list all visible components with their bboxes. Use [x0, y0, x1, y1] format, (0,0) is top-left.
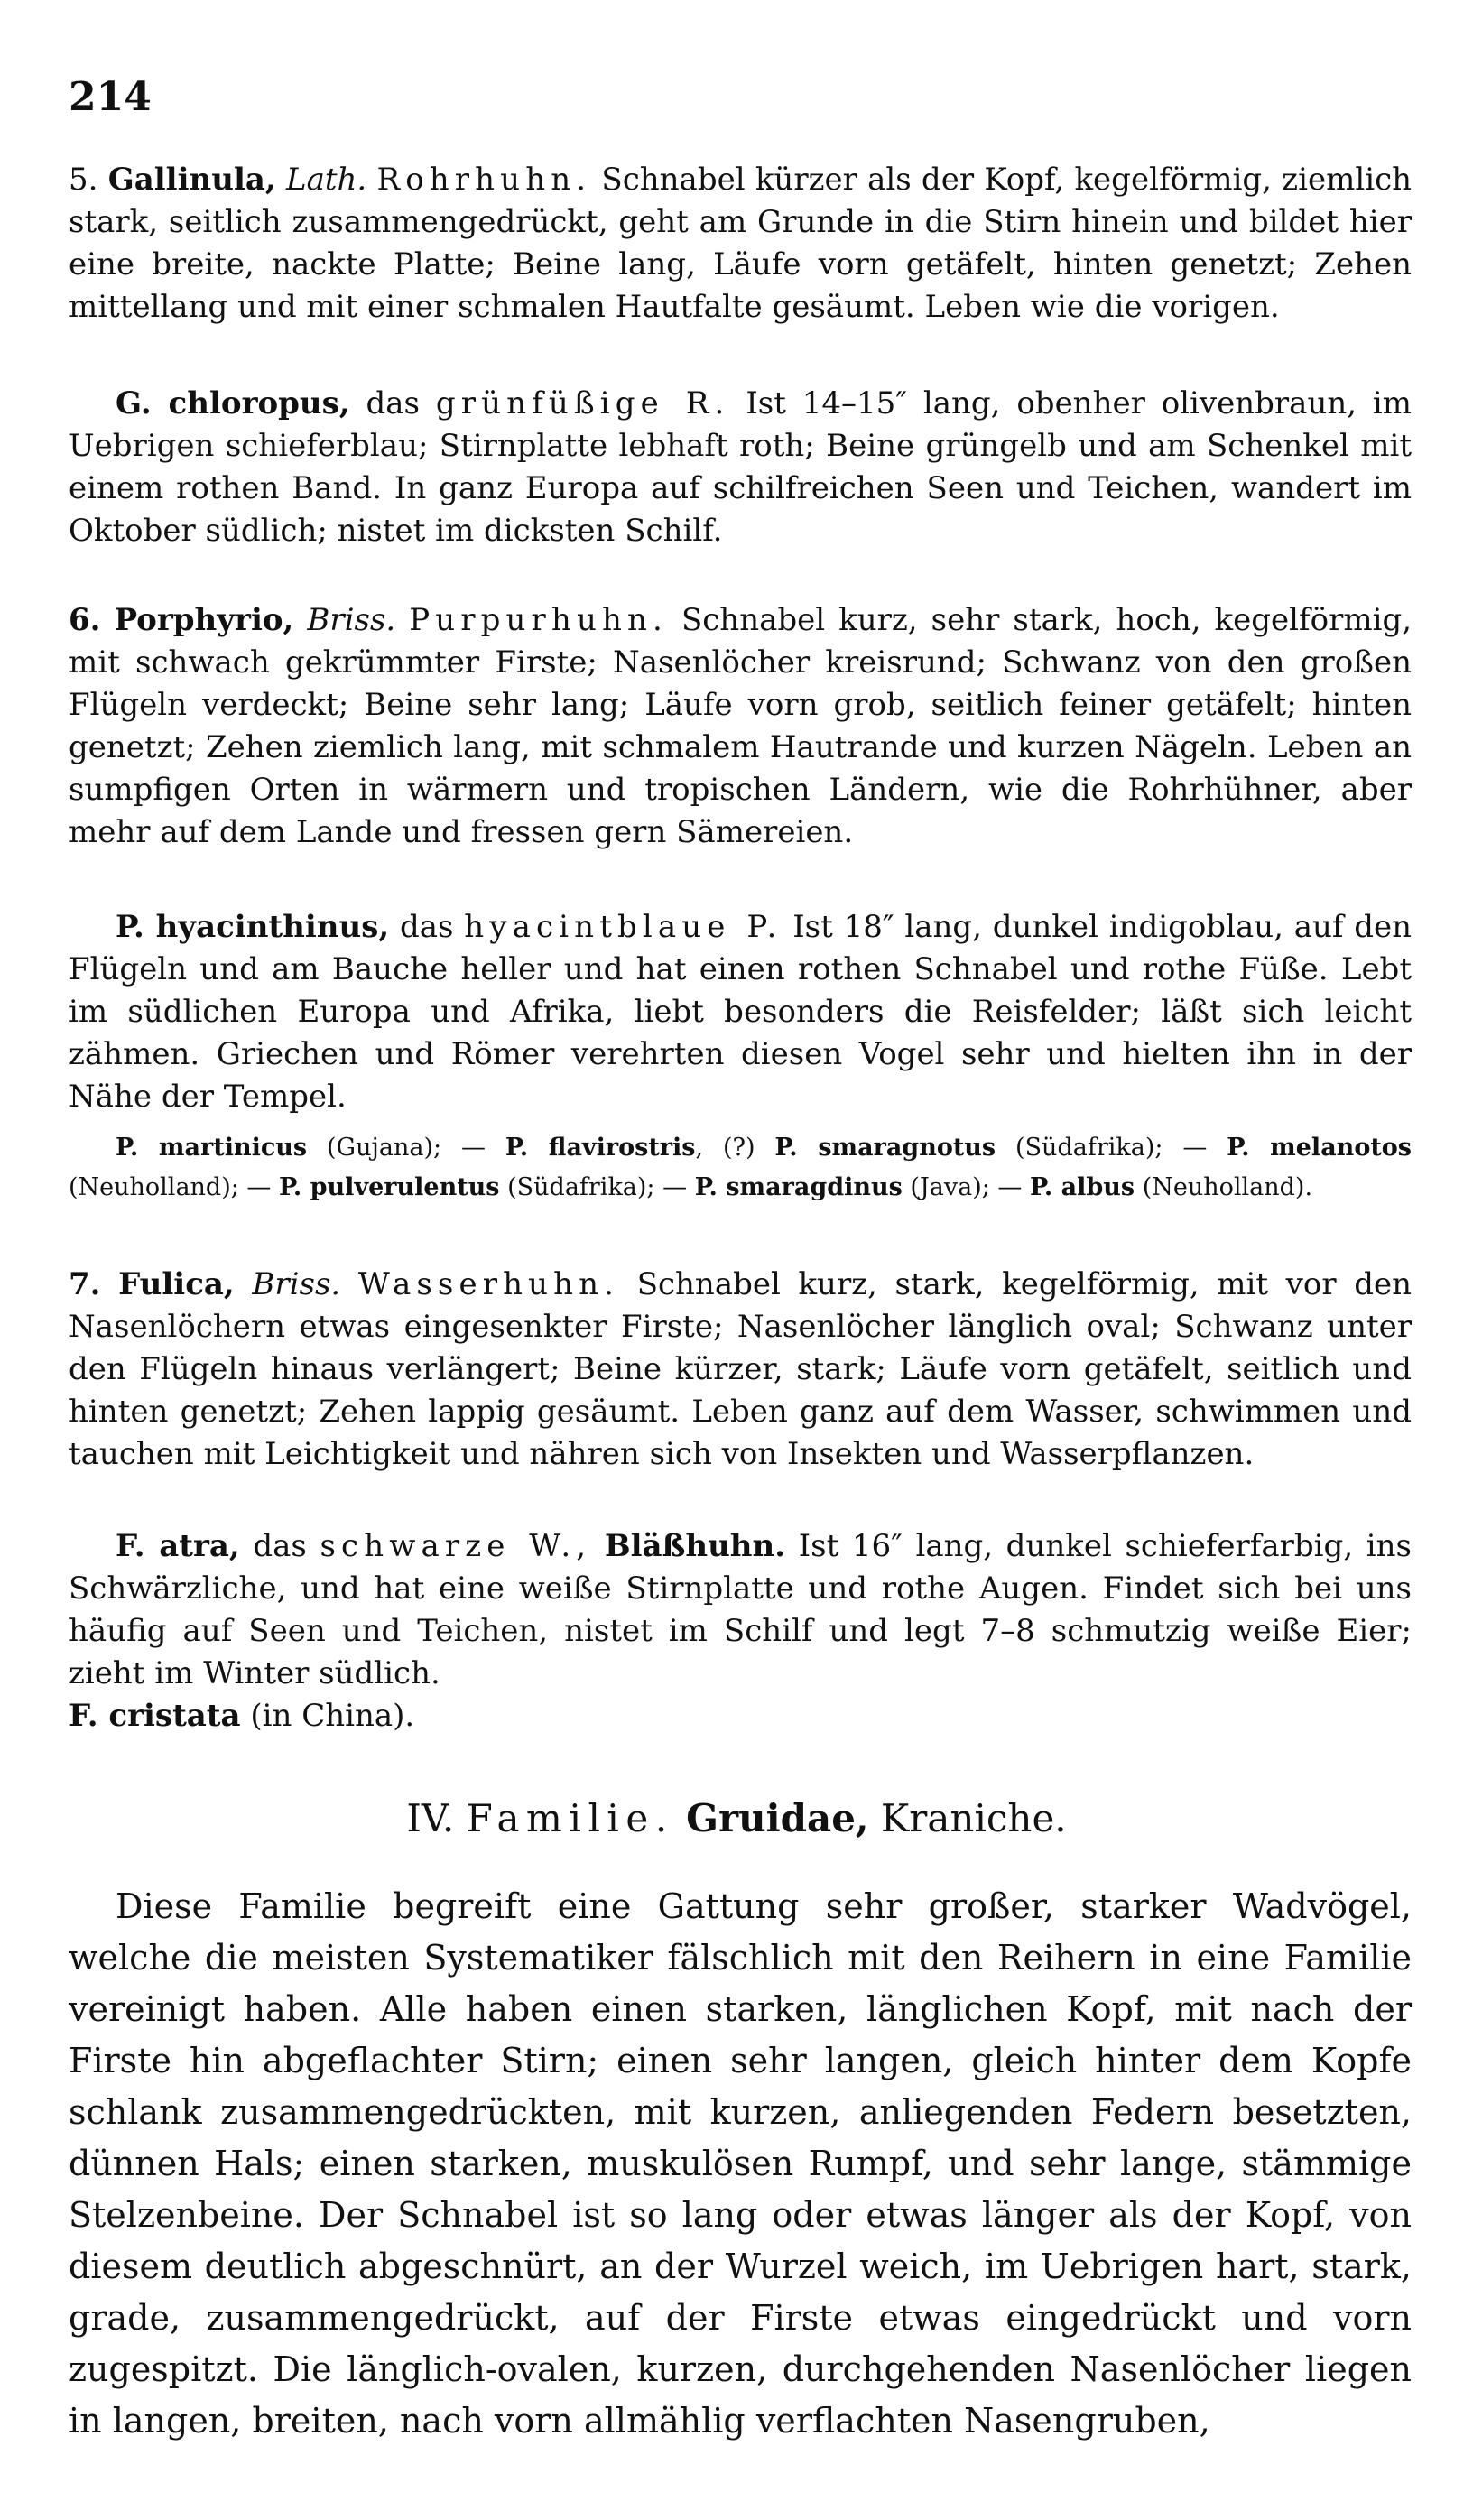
species-article: das	[253, 1528, 307, 1564]
species-atra	[69, 1525, 1412, 1737]
other-species-locality: (Neuholland);	[69, 1173, 239, 1201]
genus-porphyrio	[69, 599, 1412, 854]
genus-name: Porphyrio,	[114, 602, 294, 638]
other-species-locality: (in China).	[250, 1698, 415, 1734]
species-name: F. atra,	[116, 1528, 240, 1564]
other-species-name: P. pulverulentus	[279, 1173, 500, 1201]
species-article: das	[400, 909, 454, 945]
other-species-porphyrio: P. martinicus (Gujana); — P. flavirostris, (?) P. smaragnotus (Südafrika); — P. melanotos (Neuholland); — P. pulverulentus (Südafrika); — P. smaragdinus (Java); — P. albus (Neuholland).	[69, 1134, 1413, 1201]
species-hyacinthinus	[69, 906, 1412, 1118]
other-species-locality: (Java);	[910, 1173, 990, 1201]
species-description: Ist 14–15″ lang, obenher olivenbraun, im Uebrigen schieferblau; Stirnplatte lebhaft roth; Beine grüngelb und am Schenkel mit einem rothen Band. In ganz Europa auf schilfreichen Seen und Teichen, wandert im Oktober südlich; nistet im dicksten Schilf.	[69, 385, 1413, 549]
other-species-name: P. albus	[1030, 1173, 1135, 1201]
other-species-locality: (Neuholland).	[1142, 1173, 1313, 1201]
species-description: Ist 16″ lang, dunkel schieferfarbig, ins Schwärzliche, und hat eine weiße Stirnplatte und rothe Augen. Findet sich bei uns häufig auf Seen und Teichen, nistet im Schilf und legt 7–8 schmutzig weiße Eier; zieht im Winter südlich.	[69, 1528, 1412, 1691]
page-number: 214	[69, 74, 152, 120]
genus-number: 6.	[69, 602, 101, 638]
species-name: P. hyacinthinus,	[116, 909, 390, 945]
family-latin-name: Gruidae,	[686, 1796, 869, 1840]
genus-number: 5.	[69, 162, 98, 198]
species-chloropus	[69, 383, 1412, 552]
other-species-name: P. melanotos	[1227, 1134, 1413, 1162]
genus-vernacular: Rohrhuhn.	[376, 162, 592, 198]
species-vernacular: grünfüßige R.	[435, 385, 730, 422]
family-intro-text: Diese Familie begreift eine Gattung sehr großer, starker Wadvögel, welche die meisten Systematiker fälschlich mit den Reihern in eine Familie vereinigt haben. Alle haben einen starken, länglichen Kopf, mit nach der Firste hin abgeflachter Stirn; einen sehr langen, gleich hinter dem Kopfe schlank zusammengedrückten, mit kurzen, anliegenden Federn besetzten, dünnen Hals; einen starken, muskulösen Rumpf, und sehr lange, stämmige Stelzenbeine. Der Schnabel ist so lang oder etwas länger als der Kopf, von diesem deutlich abgeschnürt, an der Wurzel weich, im Uebrigen hart, stark, grade, zusammengedrückt, auf der Firste etwas eingedrückt und vorn zugespitzt. Die länglich-ovalen, kurzen, durchgehenden Nasenlöcher liegen in langen, breiten, nach vorn allmählig verflachten Nasengruben,	[69, 1886, 1412, 2441]
other-species-locality: (Südafrika);	[1015, 1134, 1163, 1162]
species-article: das	[366, 385, 420, 422]
other-species-name: P. martinicus	[116, 1134, 308, 1162]
genus-author: Briss.	[252, 1266, 341, 1302]
genus-number: 7.	[69, 1266, 101, 1302]
family-heading	[0, 1792, 1473, 1846]
species-description: Ist 18″ lang, dunkel indigoblau, auf den Flügeln und am Bauche heller und hat einen rothen Schnabel und rothe Füße. Lebt im südlichen Europa und Afrika, liebt besonders die Reisfelder; läßt sich leicht zähmen. Griechen und Römer verehrten diesen Vogel sehr und hielten ihn in der Nähe der Tempel.	[69, 909, 1413, 1115]
genus-description: Schnabel kurz, sehr stark, hoch, kegelförmig, mit schwach gekrümmter Firste; Nasenlöcher kreisrund; Schwanz von den großen Flügeln verdeckt; Beine sehr lang; Läufe vorn grob, seitlich feiner getäfelt; hinten genetzt; Zehen ziemlich lang, mit schmalem Hautrande und kurzen Nägeln. Leben an sumpfigen Orten in wärmern und tropischen Ländern, wie die Rohrhühner, aber mehr auf dem Lande und fressen gern Sämereien.	[69, 602, 1413, 850]
genus-vernacular: Wasserhuhn.	[357, 1266, 620, 1302]
genus-name: Fulica,	[118, 1266, 235, 1302]
family-intro-paragraph	[69, 1881, 1412, 2447]
other-species-name: P. smaragdinus	[694, 1173, 903, 1201]
family-numeral: IV.	[406, 1796, 455, 1840]
species-vernacular: hyacintblaue P.	[464, 909, 783, 945]
family-german-name: Kraniche.	[880, 1796, 1067, 1840]
genus-vernacular: Purpurhuhn.	[409, 602, 668, 638]
genus-gallinula	[69, 159, 1412, 329]
other-species-name: P. flavirostris	[505, 1134, 696, 1162]
genus-fulica	[69, 1264, 1412, 1476]
species-vernacular: schwarze W.,	[320, 1528, 592, 1564]
other-species-locality: (Südafrika);	[507, 1173, 655, 1201]
genus-description: Schnabel kurz, stark, kegelförmig, mit vor den Nasenlöchern etwas eingesenkter Firste; Nasenlöcher länglich oval; Schwanz unter den Flügeln hinaus verlängert; Beine kürzer, stark; Läufe vorn getäfelt, seitlich und hinten genetzt; Zehen lappig gesäumt. Leben ganz auf dem Wasser, schwimmen und tauchen mit Leichtigkeit und nähren sich von Insekten und Wasserpflanzen.	[69, 1266, 1412, 1472]
other-species-name: P. smaragnotus	[774, 1134, 996, 1162]
genus-name: Gallinula,	[107, 162, 276, 198]
genus-description: Schnabel kürzer als der Kopf, kegelförmig, ziemlich stark, seitlich zusammengedrückt, geht am Grunde in die Stirn hinein und bildet hier eine breite, nackte Platte; Beine lang, Läufe vorn getäfelt, hinten genetzt; Zehen mittellang und mit einer schmalen Hautfalte gesäumt. Leben wie die vorigen.	[69, 162, 1413, 325]
other-species-locality: , (?)	[695, 1134, 755, 1162]
family-word: Familie.	[466, 1796, 674, 1840]
genus-author: Lath.	[286, 162, 367, 198]
other-species-locality: (Gujana);	[327, 1134, 442, 1162]
genus-author: Briss.	[307, 602, 396, 638]
species-name: G. chloropus,	[116, 385, 350, 422]
species-alt-name: Bläßhuhn.	[604, 1528, 786, 1564]
other-species-name: F. cristata	[69, 1698, 241, 1734]
